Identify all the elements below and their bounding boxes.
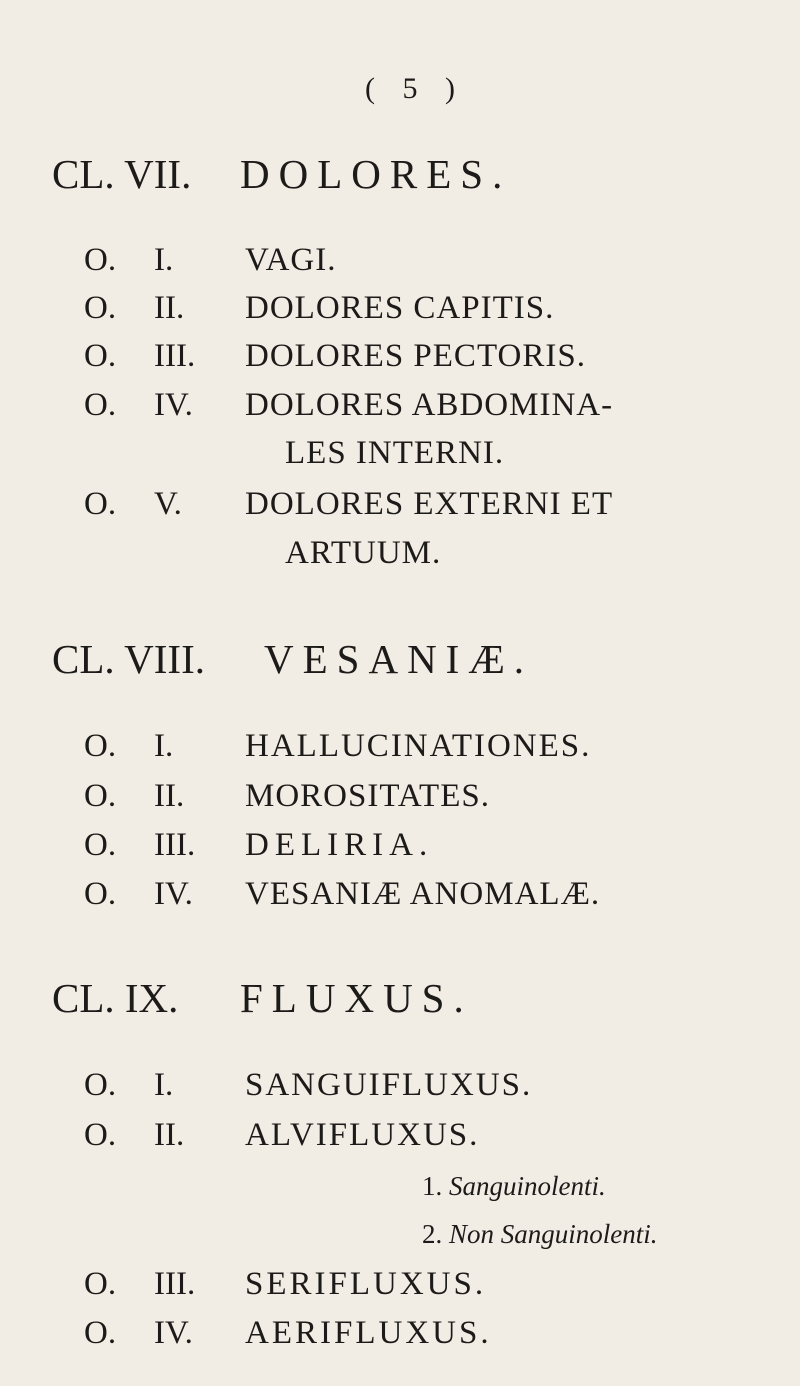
order-name: DOLORES EXTERNI ET — [245, 486, 614, 522]
order-name: DOLORES ABDOMINA- — [245, 387, 614, 423]
order-label: O. — [84, 876, 117, 912]
order-label: O. — [84, 1315, 117, 1351]
order-number: II. — [154, 1117, 185, 1153]
class-number: CL. VII. — [52, 151, 192, 197]
order-name: SERIFLUXUS. — [245, 1266, 487, 1302]
order-label: O. — [84, 387, 117, 423]
order-label: O. — [84, 778, 117, 814]
order-number: IV. — [154, 387, 193, 423]
order-name-continuation: LES INTERNI. — [285, 435, 505, 471]
page-number: ( 5 ) — [365, 72, 465, 105]
order-name: ALVIFLUXUS. — [245, 1117, 480, 1153]
class-heading-viii — [52, 635, 534, 683]
sub-item-number: 1. — [422, 1171, 443, 1201]
order-name: MOROSITATES. — [245, 778, 490, 814]
order-name: VESANIÆ ANOMALÆ. — [245, 876, 601, 912]
order-name: HALLUCINATIONES. — [245, 728, 592, 764]
order-label: O. — [84, 1067, 117, 1103]
order-label: O. — [84, 290, 117, 326]
order-name: AERIFLUXUS. — [245, 1315, 492, 1351]
order-number: IV. — [154, 1315, 193, 1351]
order-label: O. — [84, 338, 117, 374]
order-name: DOLORES CAPITIS. — [245, 290, 555, 326]
order-label: O. — [84, 1117, 117, 1153]
order-number: III. — [154, 1266, 196, 1302]
order-number: III. — [154, 338, 196, 374]
order-name: DOLORES PECTORIS. — [245, 338, 586, 374]
sub-item-number: 2. — [422, 1219, 443, 1249]
class-heading-vii — [52, 150, 512, 198]
order-label: O. — [84, 827, 117, 863]
order-number: V. — [154, 486, 182, 522]
order-name-continuation: ARTUUM. — [285, 535, 442, 571]
order-name: DELIRIA. — [245, 827, 434, 863]
order-number: II. — [154, 290, 185, 326]
order-number: III. — [154, 827, 196, 863]
order-label: O. — [84, 1266, 117, 1302]
order-number: I. — [154, 1067, 174, 1103]
order-label: O. — [84, 486, 117, 522]
class-name: FLUXUS. — [240, 975, 473, 1021]
order-number: IV. — [154, 876, 193, 912]
class-heading-ix — [52, 974, 473, 1022]
sub-item-text: Non Sanguinolenti. — [449, 1219, 658, 1249]
order-number: I. — [154, 242, 174, 278]
order-label: O. — [84, 242, 117, 278]
class-number: CL. VIII. — [52, 636, 205, 682]
order-number: I. — [154, 728, 174, 764]
order-name: SANGUIFLUXUS. — [245, 1067, 533, 1103]
order-name: VAGI. — [245, 242, 337, 278]
order-label: O. — [84, 728, 117, 764]
class-name: VESANIÆ. — [264, 636, 534, 682]
sub-item — [422, 1219, 658, 1250]
sub-item — [422, 1171, 606, 1202]
class-number: CL. IX. — [52, 975, 179, 1021]
order-number: II. — [154, 778, 185, 814]
class-name: DOLORES. — [240, 151, 512, 197]
sub-item-text: Sanguinolenti. — [449, 1171, 606, 1201]
